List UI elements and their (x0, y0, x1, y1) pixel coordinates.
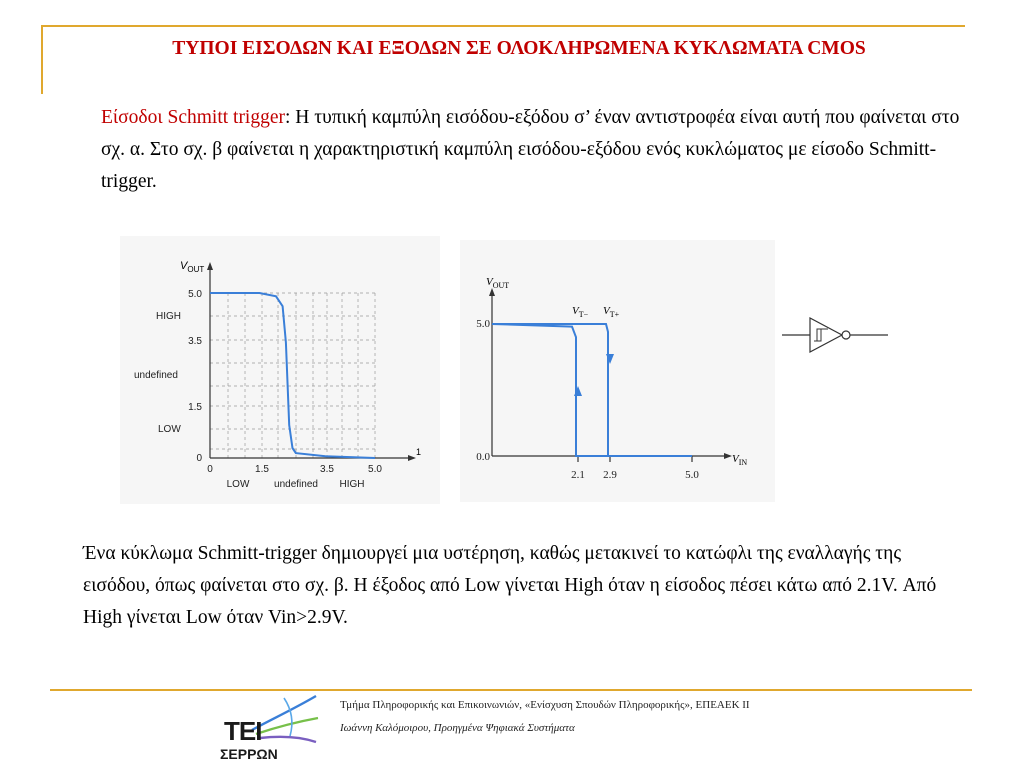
left-border-line (41, 26, 43, 94)
figure-a-xlabel: 1 (416, 447, 422, 457)
figure-b-xtick: 5.0 (685, 469, 699, 481)
figure-b (460, 240, 775, 502)
top-border-line (41, 25, 965, 27)
figure-a-ylabel: $V_{OUT}$ (180, 260, 205, 274)
figure-a-xtick: 0 (207, 464, 213, 475)
logo-text-serron: ΣΕΡΡΩΝ (220, 746, 278, 762)
tei-serron-logo (212, 688, 322, 766)
figure-b-xlabel: $V_{IN}$ (732, 453, 748, 467)
figure-a (120, 236, 440, 504)
figure-a-region-undefined: undefined (134, 370, 178, 381)
figure-b-vt-minus-label: $V_{T-}$ (572, 305, 589, 319)
figure-a-xregion-undefined: undefined (274, 479, 318, 490)
figure-a-xtick: 1.5 (255, 464, 269, 475)
figure-a-ytick: 3.5 (188, 336, 202, 347)
body-paragraph: Ένα κύκλωμα Schmitt-trigger δημιουργεί μια υστέρηση, καθώς μετακινεί το κατώφλι της εναλλαγής της εισόδου, όπως φαίνεται στο σχ. β. Η έξοδος από Low γίνεται High όταν η είσοδος πέσει κάτω από 2.1V. Από High γίνεται Low όταν Vin>2.9V. (83, 543, 937, 628)
footer-department: Τμήμα Πληροφορικής και Επικοινωνιών, «Ενίσχυση Σπουδών Πληροφορικής», ΕΠΕΑΕΚ ΙΙ (340, 699, 750, 711)
footer-author: Ιωάννη Καλόμοιρου, Προηγμένα Ψηφιακά Συστήματα (340, 722, 575, 734)
slide-title: ΤΥΠΟΙ ΕΙΣΟΔΩΝ ΚΑΙ ΕΞΟΔΩΝ ΣΕ ΟΛΟΚΛΗΡΩΜΕΝΑ ΚΥΚΛΩΜΑΤΑ CMOS (172, 38, 866, 59)
logo-text-tei: ΤΕΙ (224, 716, 262, 746)
figure-b-xtick: 2.9 (603, 469, 617, 481)
figure-a-region-high: HIGH (156, 311, 181, 322)
intro-highlight: Είσοδοι Schmitt trigger (101, 107, 286, 128)
figure-a-region-low: LOW (158, 424, 181, 435)
figure-a-ytick: 1.5 (188, 402, 202, 413)
intro-paragraph (101, 102, 961, 198)
figure-a-xtick: 3.5 (320, 464, 334, 475)
figure-b-ylabel: $V_{OUT}$ (486, 276, 510, 290)
figure-a-xregion-high: HIGH (339, 479, 365, 490)
figure-b-ytick: 0.0 (476, 451, 490, 463)
figure-a-ytick: 5.0 (188, 289, 202, 300)
figure-b-xtick: 2.1 (571, 469, 585, 481)
figure-a-xregion-low: LOW (226, 479, 250, 490)
figure-a-xtick: 5.0 (368, 464, 382, 475)
intro-text: : Η τυπική καμπύλη εισόδου-εξόδου σ’ έναν αντιστροφέα είναι αυτή που φαίνεται στο σχ. α. Στο σχ. β φαίνεται η χαρακτηριστική καμπύλη εισόδου-εξόδου ενός κυκλώματος με είσοδο Schmitt-trigger. (101, 107, 960, 192)
schmitt-inverter-symbol (770, 310, 890, 360)
figure-a-ytick: 0 (196, 453, 202, 464)
figure-b-ytick: 5.0 (476, 318, 490, 330)
footer-divider (50, 689, 972, 691)
figure-b-vt-plus-label: $V_{T+}$ (603, 305, 620, 319)
